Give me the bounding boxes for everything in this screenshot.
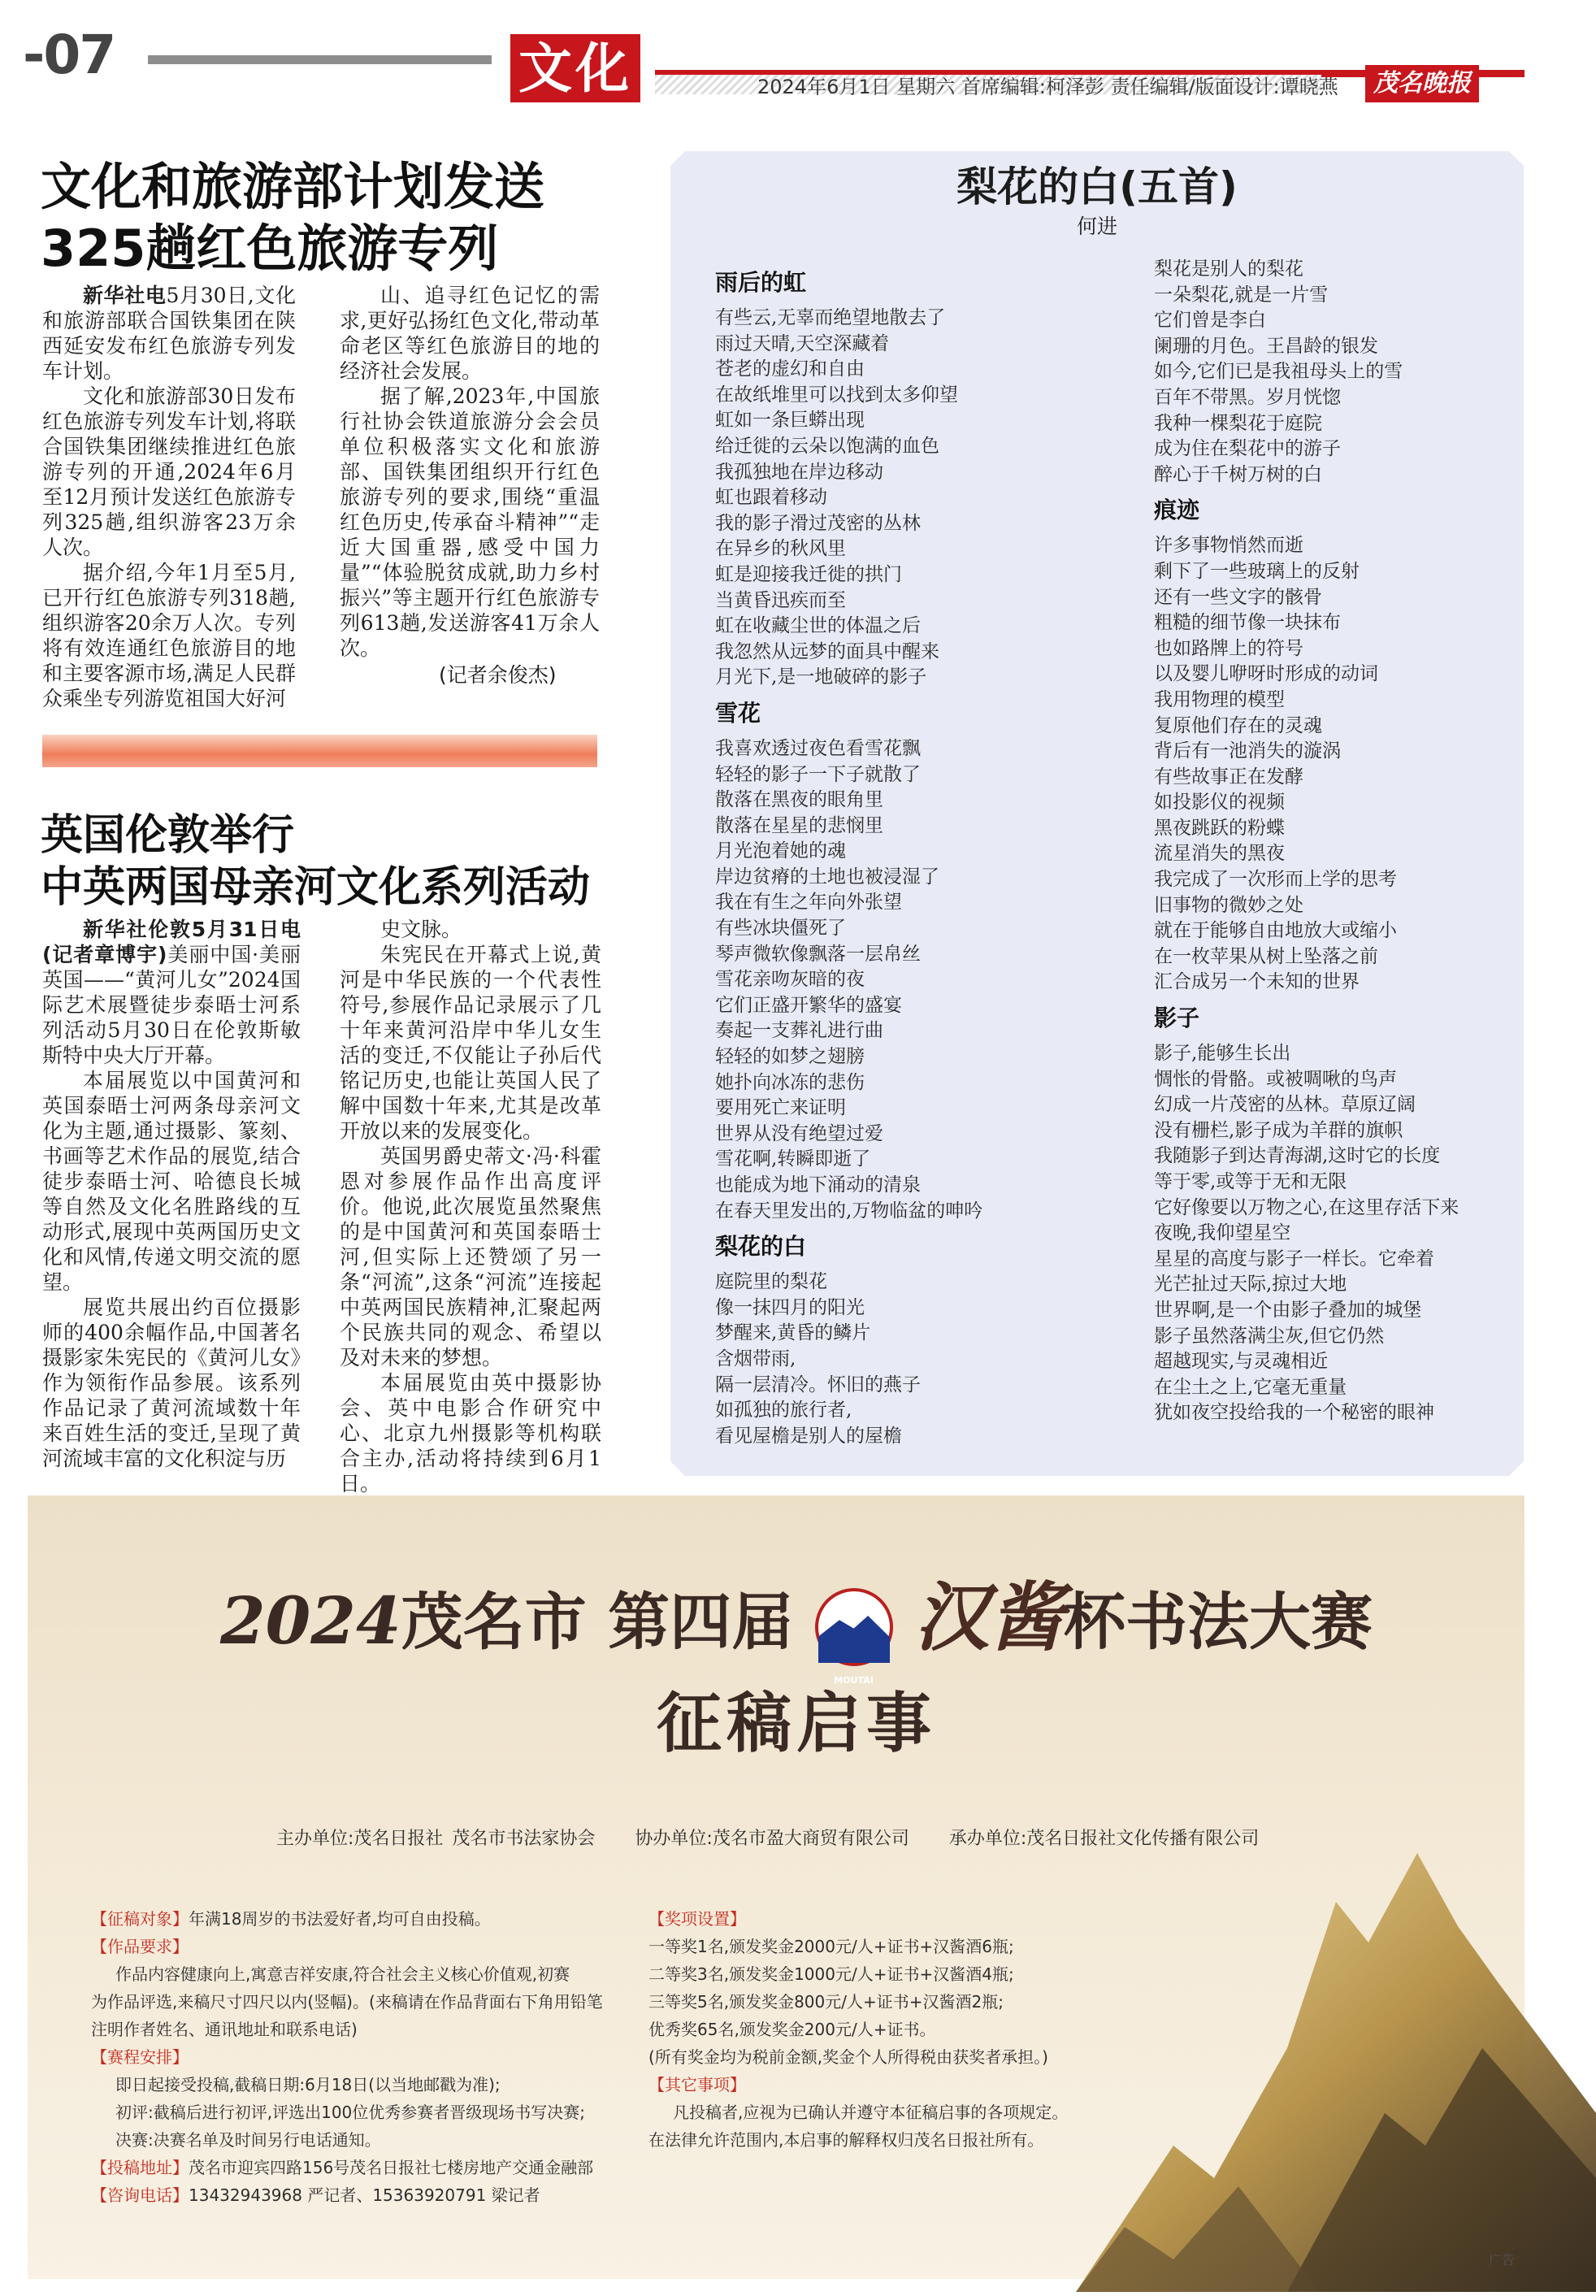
paragraph xyxy=(42,1068,301,1295)
paragraph xyxy=(42,384,296,560)
paragraph xyxy=(340,1370,601,1496)
poem-title: 梨花的白(五首) xyxy=(956,163,1238,211)
ad-brand: 汉酱 xyxy=(914,1573,1065,1661)
paragraph xyxy=(340,384,600,661)
newspaper-logo: 茂名晚报 xyxy=(1365,65,1479,102)
header-rule-left xyxy=(148,55,492,64)
poem-line: 汇合成另一个未知的世界 xyxy=(1154,971,1360,993)
poem-line: 雪花亲吻灰暗的夜 xyxy=(715,969,865,991)
poem-line: 苍老的虚幻和自由 xyxy=(715,358,865,380)
poem-line: 像一抹四月的阳光 xyxy=(715,1296,865,1318)
article2-column-2 xyxy=(340,917,601,1495)
poem-line: 也如路牌上的符号 xyxy=(1154,637,1303,659)
ad-rule-text: 决赛:决赛名单及时间另行电话通知。 xyxy=(115,2130,381,2150)
ad-rule-row xyxy=(91,1988,676,2016)
poem-subtitle: 痕迹 xyxy=(1154,497,1200,524)
poem-line: 梨花是别人的梨花 xyxy=(1154,258,1303,280)
ad-rule-text: 在法律允许范围内,本启事的解释权归茂名日报社所有。 xyxy=(648,2130,1044,2150)
ad-city: 茂名市 xyxy=(401,1586,587,1658)
paragraph xyxy=(340,1144,601,1370)
ad-rule-text: 三等奖5名,颁发奖金800元/人+证书+汉酱酒2瓶; xyxy=(648,1992,1004,2012)
poem-line: 它好像要以万物之心,在这里存活下来 xyxy=(1154,1196,1459,1218)
poem-line: 影子,能够生长出 xyxy=(1154,1043,1291,1065)
article1-column-2 xyxy=(340,283,600,673)
paragraph-text: 本届展览以中国黄河和英国泰晤士河两条母亲河文化为主题,通过摄影、篆刻、书画等艺术作品的展览,结合徒步泰晤士河、哈德良长城等自然及文化名胜路线的互动形式,展现中英两国历史文化和风情,传递文明交流的愿望。 xyxy=(42,1069,301,1294)
organizer-host: 主办单位:茂名日报社 茂名市书法家协会 xyxy=(276,1829,596,1849)
poem-line: 世界啊,是一个由影子叠加的城堡 xyxy=(1154,1299,1422,1321)
poem-line: 我在有生之年向外张望 xyxy=(715,892,902,914)
paragraph xyxy=(42,283,296,384)
poem-subtitle: 雨后的虹 xyxy=(715,269,807,296)
ad-rule-text: 二等奖3名,颁发奖金1000元/人+证书+汉酱酒4瓶; xyxy=(648,1964,1014,1984)
poem-line: 隔一层清冷。怀旧的燕子 xyxy=(715,1374,921,1395)
ad-rule-row xyxy=(91,2099,676,2126)
article2-title-line1: 英国伦敦举行 xyxy=(41,811,295,860)
poem-line: 背后有一池消失的漩涡 xyxy=(1154,740,1341,762)
poem-line: 百年不带黑。岁月恍惚 xyxy=(1154,386,1341,408)
paragraph-text: 朱宪民在开幕式上说,黄河是中华民族的一个代表性符号,参展作品记录展示了几十年来黄河沿岸中华儿女生活的变迁,不仅能让子孙后代铭记历史,也能让英国人民了解中国数十年来,尤其是改革开放以来的发展变化。 xyxy=(340,943,601,1143)
poem-line: 超越现实,与灵魂相近 xyxy=(1154,1351,1329,1373)
poem-line: 幻成一片茂密的丛林。草原辽阔 xyxy=(1154,1094,1416,1116)
poem-line: 还有一些文字的骸骨 xyxy=(1154,586,1322,608)
poem-line: 光芒扯过天际,掠过大地 xyxy=(1154,1274,1347,1296)
poem-line: 没有栅栏,影子成为羊群的旗帜 xyxy=(1154,1119,1403,1141)
paragraph-text: 本届展览由英中摄影协会、英中电影合作研究中心、北京九州摄影等机构联合主办,活动将持续到6月1日。 xyxy=(340,1371,601,1495)
poem-line: 等于零,或等于无和无限 xyxy=(1154,1171,1347,1192)
paragraph-text: 5月30日,文化和旅游部联合国铁集团在陕西延安发布红色旅游专列发车计划。 xyxy=(42,284,296,383)
poem-line: 散落在星星的悲悯里 xyxy=(715,814,883,836)
ad-rule-row xyxy=(648,2043,1104,2071)
ad-rule-row xyxy=(91,2126,676,2154)
paragraph xyxy=(340,942,601,1144)
article1-reporter: (记者余俊杰) xyxy=(439,663,557,687)
poem-line: 影子虽然落满尘灰,但它仍然 xyxy=(1154,1325,1385,1347)
poem-line: 轻轻的影子一下子就散了 xyxy=(715,763,921,785)
ad-rule-row xyxy=(91,2154,676,2181)
poem-column-2 xyxy=(1154,257,1511,1426)
poem-line: 我用物理的模型 xyxy=(1154,688,1285,710)
poem-line: 我的影子滑过茂密的丛林 xyxy=(715,512,921,534)
paragraph xyxy=(340,917,601,942)
ad-rule-tag: 【投稿地址】 xyxy=(91,2158,189,2177)
poem-line: 成为住在梨花中的游子 xyxy=(1154,438,1341,460)
paragraph-text: 据了解,2023年,中国旅行社协会铁道旅游分会会员单位积极落实文化和旅游部、国铁集团组织开行红色旅游专列的要求,围绕“重温红色历史,传承奋斗精神”“走近大国重器,感受中国力量”“体验脱贫成就,助力乡村振兴”等主题开行红色旅游专列613趟,发送游客41万余人次。 xyxy=(340,384,600,660)
poem-line: 奏起一支葬礼进行曲 xyxy=(715,1020,883,1042)
organizer-undertaker: 承办单位:茂名日报社文化传播有限公司 xyxy=(948,1829,1260,1849)
paragraph-text: 史文脉。 xyxy=(380,918,462,941)
poem-line: 她扑向冰冻的悲伤 xyxy=(715,1071,865,1093)
ad-rule-row xyxy=(91,2043,676,2071)
ad-rule-tag: 【奖项设置】 xyxy=(648,1909,746,1929)
poem-line: 黑夜跳跃的粉蝶 xyxy=(1154,817,1285,839)
ad-rule-row xyxy=(648,1905,1104,1933)
moutai-logo-text: MOUTAI xyxy=(834,1675,874,1686)
article1-column-1 xyxy=(42,283,296,710)
ad-rule-text: 优秀奖65名,颁发奖金200元/人+证书。 xyxy=(648,2020,936,2039)
poem-line: 岸边贫瘠的土地也被浸湿了 xyxy=(715,866,939,888)
poem-line: 我忽然从远梦的面具中醒来 xyxy=(715,640,939,662)
ad-rule-text: 作品内容健康向上,寓意吉祥安康,符合社会主义核心价值观,初赛 xyxy=(115,1964,570,1984)
poem-line: 轻轻的如梦之翅膀 xyxy=(715,1046,865,1068)
poem-line: 我完成了一次形而上学的思考 xyxy=(1154,869,1397,891)
ad-edition: 第四届 xyxy=(608,1586,794,1658)
poem-line: 在尘土之上,它毫无重量 xyxy=(1154,1376,1347,1398)
ad-rule-row xyxy=(648,2071,1104,2099)
poem-line: 许多事物悄然而逝 xyxy=(1154,535,1303,557)
paragraph-text: 英国男爵史蒂文·冯·科霍恩对参展作品作出高度评价。他说,此次展览虽然聚焦的是中国黄河和英国泰晤士河,但实际上还赞颂了另一条“河流”,这条“河流”连接起中英两国民族精神,汇聚起两个民族共同的观念、希望以及对未来的梦想。 xyxy=(340,1144,601,1369)
poem-line: 剩下了一些玻璃上的反射 xyxy=(1154,560,1360,582)
poem-line: 如今,它们已是我祖母头上的雪 xyxy=(1154,361,1403,383)
ad-rule-text: 茂名市迎宾四路156号茂名日报社七楼房地产交通金融部 xyxy=(189,2158,594,2177)
decorative-gradient-bar xyxy=(42,735,597,767)
poem-line: 犹如夜空投给我的一个秘密的眼神 xyxy=(1154,1402,1434,1424)
ad-mark: 广告 xyxy=(1489,2252,1516,2268)
poem-line: 就在于能够自由地放大或缩小 xyxy=(1154,920,1397,942)
ad-year: 2024 xyxy=(219,1582,401,1659)
poem-line: 夜晚,我仰望星空 xyxy=(1154,1222,1291,1244)
poem-line: 在春天里发出的,万物临盆的呻吟 xyxy=(715,1200,983,1222)
poem-line: 旧事物的微妙之处 xyxy=(1154,894,1303,916)
poem-line: 也能成为地下涌动的清泉 xyxy=(715,1174,921,1196)
poem-line: 一朵梨花,就是一片雪 xyxy=(1154,284,1329,306)
poem-line: 雪花啊,转瞬即逝了 xyxy=(715,1148,871,1170)
poem-line: 给迁徙的云朵以饱满的血色 xyxy=(715,435,939,457)
poem-line: 琴声微软像飘落一层帛丝 xyxy=(715,943,921,965)
poem-line: 在异乡的秋风里 xyxy=(715,538,846,560)
poem-line: 月光泡着她的魂 xyxy=(715,840,846,862)
dateline: 新华社电 xyxy=(83,284,167,307)
ad-title xyxy=(163,1573,1430,1686)
ad-rule-tag: 【其它事项】 xyxy=(648,2075,746,2094)
poem-line: 在故纸堆里可以找到太多仰望 xyxy=(715,384,958,406)
ad-rule-row xyxy=(91,1933,676,1960)
ad-rule-row xyxy=(648,2016,1104,2043)
moutai-logo-icon xyxy=(815,1588,893,1686)
poem-line: 粗糙的细节像一块抹布 xyxy=(1154,612,1341,634)
poem-line: 世界从没有绝望过爱 xyxy=(715,1122,883,1144)
ad-rule-tag: 【赛程安排】 xyxy=(91,2047,189,2067)
ad-rule-tag: 【咨询电话】 xyxy=(91,2185,189,2205)
ad-rule-tag: 【征稿对象】 xyxy=(91,1909,189,1929)
ad-rule-row xyxy=(91,1905,676,1933)
poem-subtitle: 影子 xyxy=(1154,1005,1200,1032)
article2-column-1 xyxy=(42,917,301,1478)
ad-rule-text: 年满18周岁的书法爱好者,均可自由投稿。 xyxy=(189,1909,491,1929)
ad-rule-row xyxy=(648,1960,1104,1988)
poem-line: 梦醒来,黄昏的鳞片 xyxy=(715,1322,871,1344)
article2-title xyxy=(41,809,626,914)
poem-line: 我喜欢透过夜色看雪花飘 xyxy=(715,737,921,759)
poem-line: 阑珊的月色。王昌龄的银发 xyxy=(1154,335,1378,357)
poem-line: 我随影子到达青海湖,这时它的长度 xyxy=(1154,1145,1441,1167)
poem-line: 庭院里的梨花 xyxy=(715,1271,827,1293)
paragraph xyxy=(42,560,296,711)
dateline: 新华社伦敦5月31日电(记者章博宇) xyxy=(42,918,301,966)
ad-rule-text: 凡投稿者,应视为已确认并遵守本征稿启事的各项规定。 xyxy=(673,2103,1069,2122)
mountain-illustration xyxy=(1076,1804,1596,2292)
poem-subtitle: 雪花 xyxy=(715,699,761,727)
poem-line: 星星的高度与影子一样长。它牵着 xyxy=(1154,1248,1434,1270)
poem-line: 当黄昏迅疾而至 xyxy=(715,589,846,611)
poem-line: 有些冰块僵死了 xyxy=(715,918,846,940)
paragraph-text: 美丽中国·美丽英国——“黄河儿女”2024国际艺术展暨徒步泰晤士河系列活动5月30日在伦敦斯敏斯特中央大厅开幕。 xyxy=(42,943,301,1067)
poem-line: 有些云,无辜而绝望地散去了 xyxy=(715,307,946,328)
poem-line: 流星消失的黑夜 xyxy=(1154,843,1285,865)
section-label: 文化 xyxy=(510,34,640,102)
poem-line: 虹也跟着移动 xyxy=(715,487,827,509)
paragraph xyxy=(340,283,600,384)
ad-rule-text: 为作品评选,来稿尺寸四尺以内(竖幅)。(来稿请在作品背面右下角用铅笔 xyxy=(91,1992,603,2012)
poem-line: 醉心于千树万树的白 xyxy=(1154,463,1322,485)
poem-line: 在一枚苹果从树上坠落之前 xyxy=(1154,945,1378,967)
poem-line: 虹是迎接我迁徙的拱门 xyxy=(715,563,902,585)
poem-line: 它们正盛开繁华的盛宴 xyxy=(715,994,902,1016)
ad-rule-text: (所有奖金均为税前金额,奖金个人所得税由获奖者承担。) xyxy=(648,2047,1048,2067)
page-number: -07 xyxy=(23,24,115,86)
ad-rule-row xyxy=(648,2126,1104,2154)
ad-subtitle: 征稿启事 xyxy=(657,1685,936,1761)
article1-title: 文化和旅游部计划发送325趟红色旅游专列 xyxy=(41,157,545,278)
poem-subtitle: 梨花的白 xyxy=(715,1233,807,1261)
poem-line: 虹如一条巨蟒出现 xyxy=(715,410,865,432)
ad-rule-text: 初评:截稿后进行初评,评选出100位优秀参赛者晋级现场书写决赛; xyxy=(115,2103,586,2122)
ad-rule-row xyxy=(91,1960,676,1988)
poem-line: 它们曾是李白 xyxy=(1154,310,1266,332)
poem-line: 有些故事正在发酵 xyxy=(1154,766,1303,788)
paragraph-text: 展览共展出约百位摄影师的400余幅作品,中国著名摄影家朱宪民的《黄河儿女》作为领衔作品参展。该系列作品记录了黄河流域数十年来百姓生活的变迁,呈现了黄河流域丰富的文化积淀与历 xyxy=(42,1296,301,1470)
ad-rule-text: 一等奖1名,颁发奖金2000元/人+证书+汉酱酒6瓶; xyxy=(648,1937,1014,1956)
organizer-co: 协办单位:茂名市盈大商贸有限公司 xyxy=(635,1829,909,1849)
poem-line: 我孤独地在岸边移动 xyxy=(715,461,883,483)
poem-line: 我种一棵梨花于庭院 xyxy=(1154,412,1322,434)
article2-title-line2: 中英两国母亲河文化系列活动 xyxy=(41,863,591,912)
ad-rule-text: 13432943968 严记者、15363920791 梁记者 xyxy=(189,2185,540,2205)
poem-line: 如投影仪的视频 xyxy=(1154,792,1285,814)
poem-line: 看见屋檐是别人的屋檐 xyxy=(715,1425,902,1447)
poem-line: 如孤独的旅行者, xyxy=(715,1400,852,1421)
ad-rule-text: 即日起接受投稿,截稿日期:6月18日(以当地邮戳为准); xyxy=(115,2075,501,2094)
paragraph-text: 文化和旅游部30日发布红色旅游专列发车计划,将联合国铁集团继续推进红色旅游专列的开通,2024年6月至12月预计发送红色旅游专列325趟,组织游客23万余人次。 xyxy=(42,384,296,559)
ad-organizers xyxy=(276,1827,1414,1851)
poem-author: 何进 xyxy=(1076,215,1117,238)
poem-line: 虹在收藏尘世的体温之后 xyxy=(715,615,921,637)
poem-line: 以及婴儿咿呀时形成的动词 xyxy=(1154,663,1378,685)
date-editor-line: 2024年6月1日 星期六 首席编辑:柯泽彭 责任编辑/版面设计:谭晓燕 xyxy=(757,76,1338,98)
poem-line: 散落在黑夜的眼角里 xyxy=(715,789,883,811)
ad-rule-row xyxy=(648,1933,1104,1960)
paragraph-text: 山、追寻红色记忆的需求,更好弘扬红色文化,带动革命老区等红色旅游目的地的经济社会发展。 xyxy=(340,284,600,383)
ad-rule-row xyxy=(91,2071,676,2099)
ad-rule-row xyxy=(648,1988,1104,2016)
paragraph xyxy=(42,917,301,1068)
ad-contest: 杯书法大赛 xyxy=(1064,1586,1373,1658)
ad-rule-tag: 【作品要求】 xyxy=(91,1937,189,1956)
poem-line: 含烟带雨, xyxy=(715,1348,796,1369)
ad-rule-row xyxy=(648,2099,1104,2126)
paragraph xyxy=(42,1295,301,1471)
poem-line: 复原他们存在的灵魂 xyxy=(1154,714,1322,736)
ad-rule-text: 注明作者姓名、通讯地址和联系电话) xyxy=(91,2020,358,2039)
poem-line: 惆怅的骨骼。或被啁啾的鸟声 xyxy=(1154,1068,1397,1090)
ad-rule-row xyxy=(91,2016,676,2043)
poem-line: 要用死亡来证明 xyxy=(715,1097,846,1119)
ad-rules-left xyxy=(91,1905,676,2209)
paragraph-text: 据介绍,今年1月至5月,已开行红色旅游专列318趟,组织游客20余万人次。专列将有效连通红色旅游目的地和主要客源市场,满足人民群众乘坐专列游览祖国大好河 xyxy=(42,561,296,710)
poem-column-1 xyxy=(715,260,1138,1449)
ad-rule-row xyxy=(91,2181,676,2209)
ad-rules-right xyxy=(648,1905,1104,2154)
poem-line: 月光下,是一地破碎的影子 xyxy=(715,666,927,688)
poem-line: 雨过天晴,天空深藏着 xyxy=(715,332,890,354)
